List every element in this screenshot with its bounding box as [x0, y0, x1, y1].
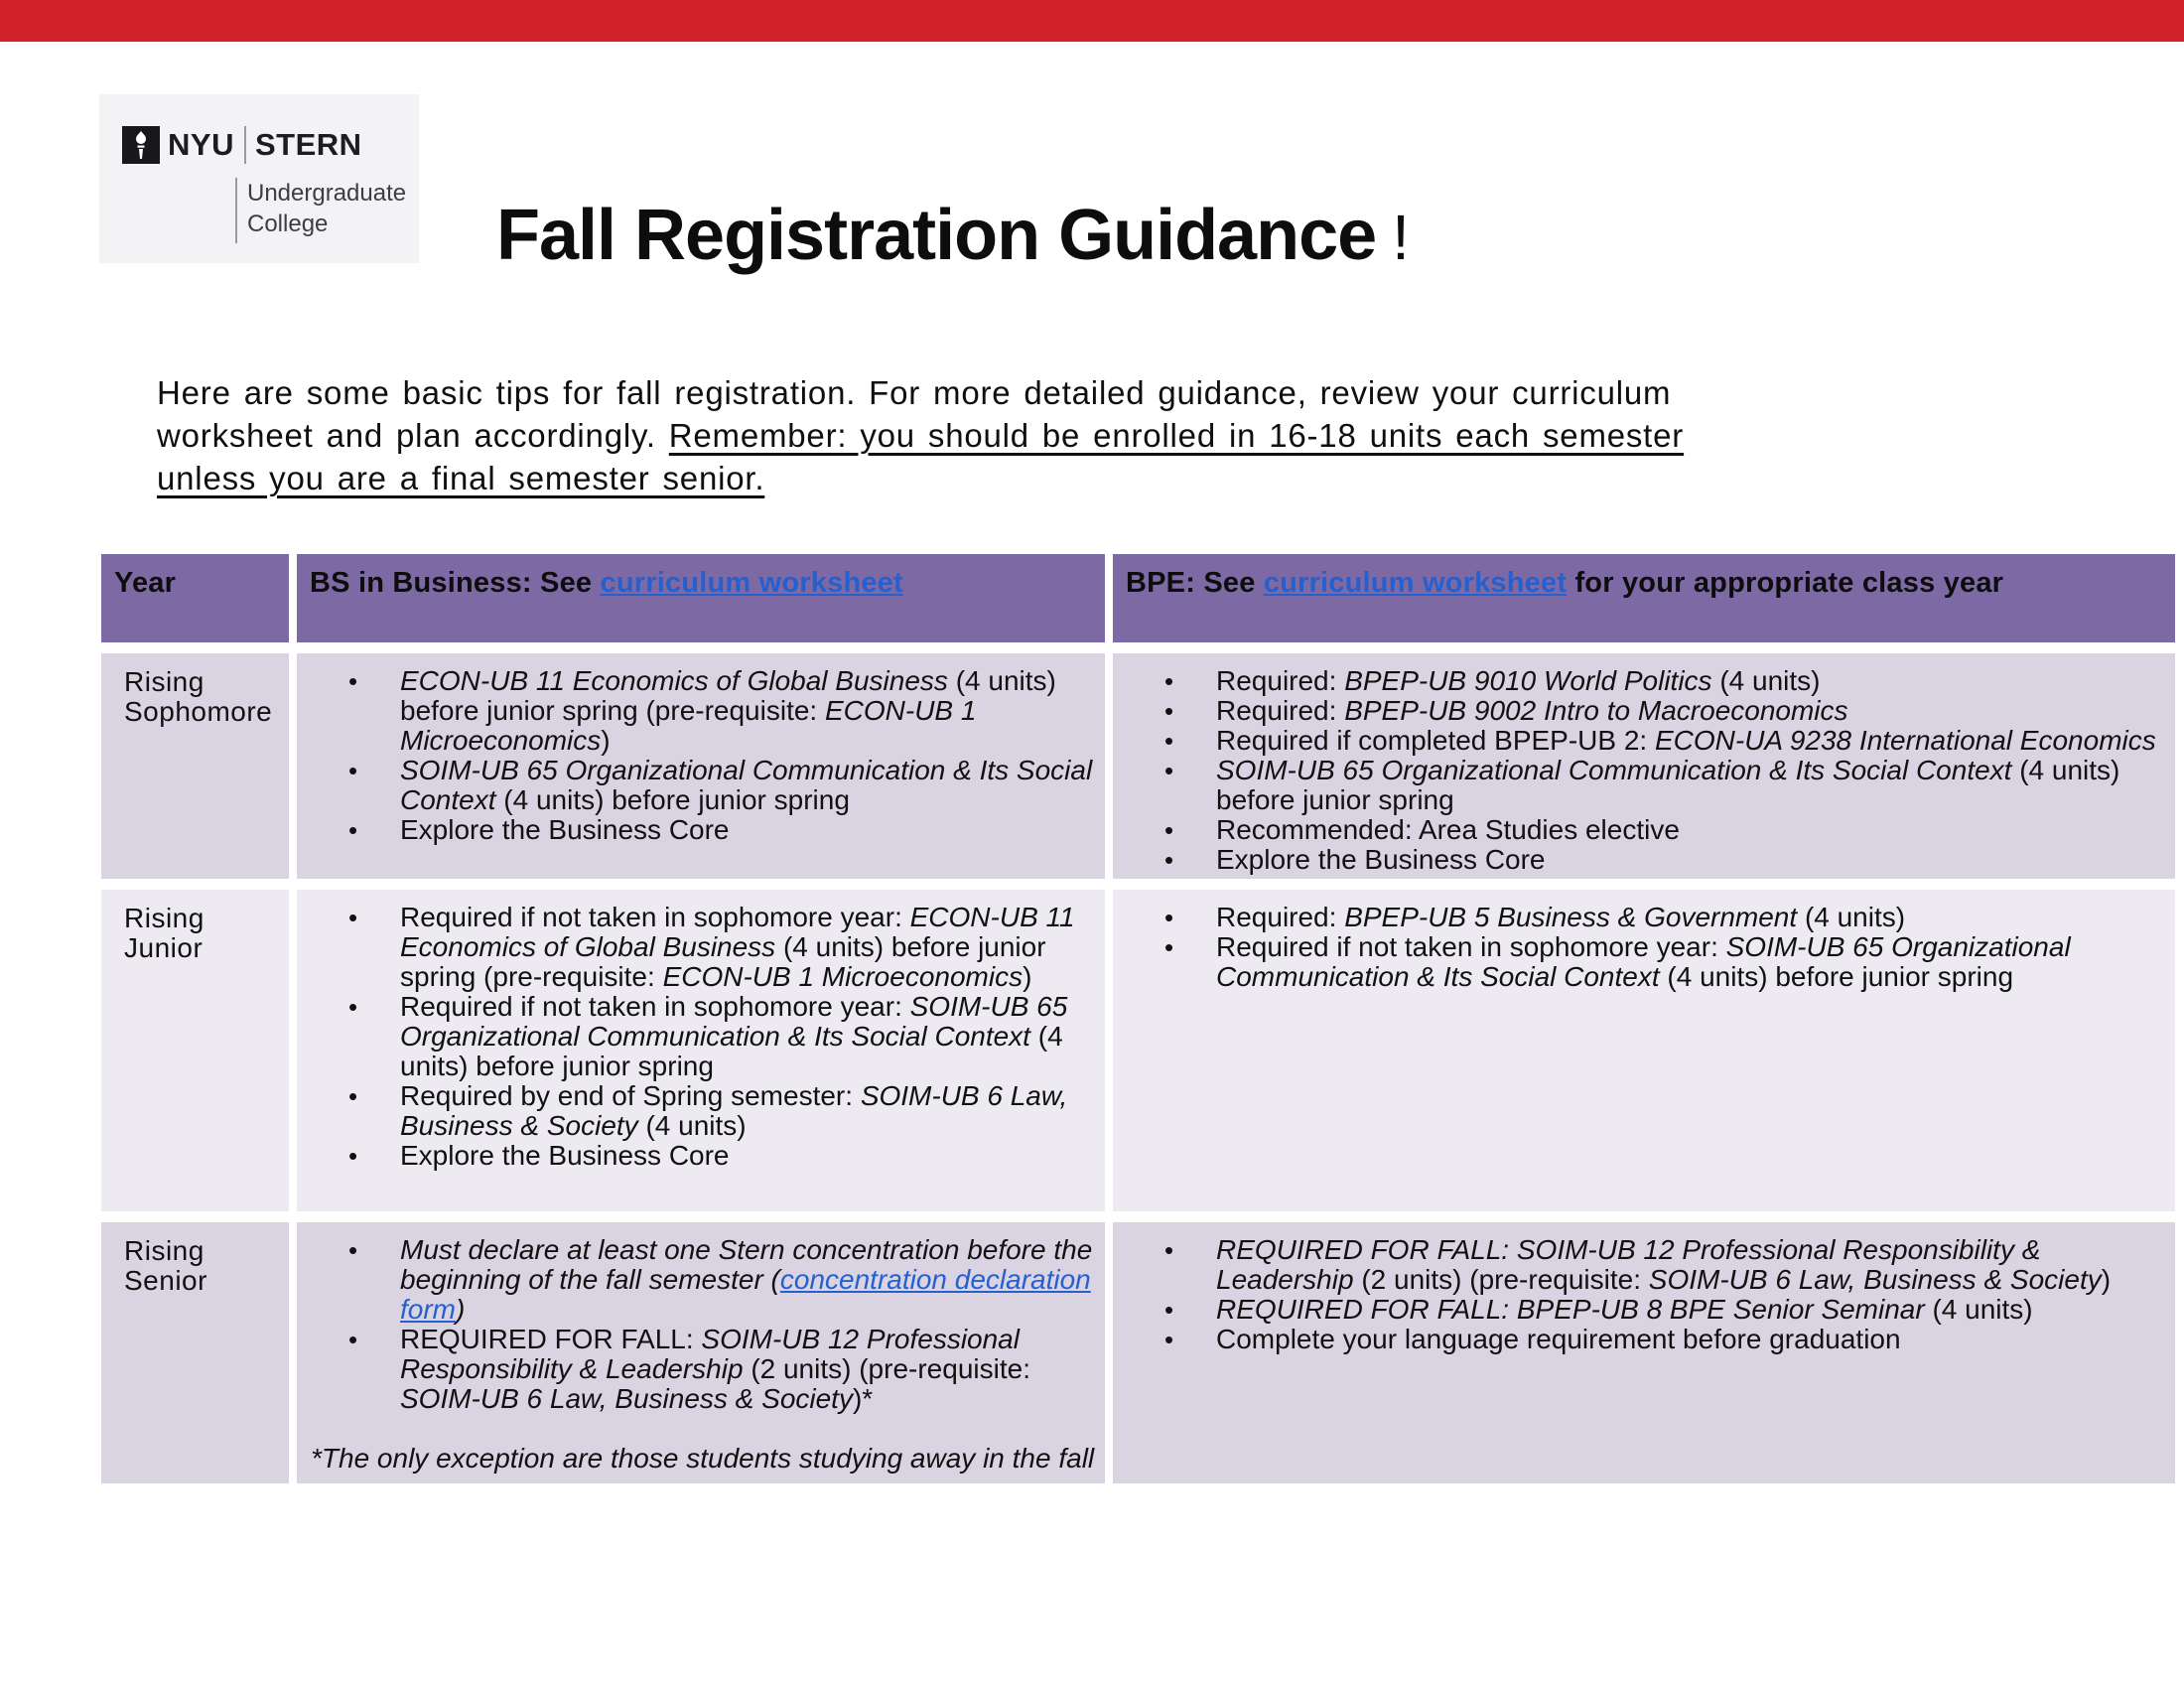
text-run: BPEP-UB 5 Business & Government: [1344, 902, 1805, 932]
text-run: REQUIRED FOR FALL: SOIM-UB 12 Professional Responsibility & Leadership: [1216, 1234, 2041, 1295]
bs-cell: [297, 653, 1105, 879]
text-run: (4 units): [1719, 665, 1821, 696]
text-run: (4 units) before junior spring: [400, 1021, 1063, 1081]
registration-table: [101, 554, 2175, 1483]
text-run: Explore the Business Core: [400, 814, 730, 845]
text-run: Recommended: Area Studies elective: [1216, 814, 1680, 845]
logo-college-line2: College: [247, 211, 329, 237]
list-item: [297, 992, 1099, 1081]
logo-nyu-text: NYU: [168, 127, 234, 162]
intro-paragraph: [157, 371, 1844, 499]
bullet-list: [1113, 666, 2169, 875]
bullet-list: [297, 1235, 1099, 1414]
text-run: worksheet and plan accordingly.: [157, 417, 669, 454]
logo-subtitle: [235, 178, 406, 243]
text-run: REQUIRED FOR FALL: BPEP-UB 8 BPE Senior Seminar: [1216, 1294, 1933, 1325]
list-item: [1113, 903, 2169, 932]
list-item: [297, 1081, 1099, 1141]
nyu-stern-logo: [99, 94, 419, 263]
text-run: ECON-UB 1 Microeconomics: [400, 695, 977, 756]
list-item: [1113, 666, 2169, 696]
text-run: (4 units): [645, 1110, 747, 1141]
text-run: Required by end of Spring semester:: [400, 1080, 861, 1111]
logo-college-text: [247, 178, 406, 243]
torch-icon: [128, 130, 154, 160]
list-item: [1113, 1235, 2169, 1295]
text-run: REQUIRED FOR FALL:: [400, 1324, 702, 1354]
list-item: [297, 1235, 1099, 1325]
text-run: *The only exception are those students studying away in the fall: [311, 1443, 1095, 1474]
list-item: [1113, 1295, 2169, 1325]
text-run: Required:: [1216, 695, 1345, 726]
list-item: [1113, 815, 2169, 845]
text-run: Required if not taken in sophomore year:: [1216, 931, 1726, 962]
text-run: Required if not taken in sophomore year:: [400, 991, 910, 1022]
text-run: SOIM-UB 65 Organizational Communication & Its Social Context: [400, 991, 1068, 1052]
curriculum-worksheet-link[interactable]: curriculum worksheet: [600, 567, 903, 599]
bullet-list: [1113, 1235, 2169, 1354]
footnote: [297, 1444, 1099, 1474]
text-run: (4 units): [1804, 902, 1906, 932]
bs-cell: [297, 1222, 1105, 1483]
text-run: ECON-UB 1 Microeconomics: [662, 961, 1024, 992]
logo-subtitle-divider: [235, 178, 237, 243]
text-run: BPEP-UB 9010 World Politics: [1344, 665, 1720, 696]
page-title-exclamation: !: [1392, 202, 1410, 273]
list-item: [297, 1141, 1099, 1171]
text-run: (4 units) before junior spring: [1216, 755, 2120, 815]
logo-divider: [244, 126, 246, 164]
list-item: [1113, 696, 2169, 726]
text-run: SOIM-UB 65 Organizational Communication & Its Social Context: [1216, 931, 2071, 992]
text-run: ): [601, 725, 611, 756]
text-run: ECON-UA 9238 International Economics: [1654, 725, 2156, 756]
text-run: Required:: [1216, 665, 1345, 696]
year-cell: Rising Junior: [101, 890, 289, 1211]
text-run: BS in Business: See: [310, 567, 601, 599]
text-run: SOIM-UB 65 Organizational Communication & Its Social Context: [1216, 755, 2020, 785]
list-item: [297, 815, 1099, 845]
bullet-list: [1113, 903, 2169, 992]
text-run: (4 units) before junior spring (pre-requisite:: [400, 665, 1056, 726]
text-run: Explore the Business Core: [400, 1140, 730, 1171]
bullet-list: [297, 666, 1099, 845]
text-run: Remember: you should be enrolled in 16-18 units each semester: [668, 417, 1685, 454]
text-run: )*: [852, 1383, 874, 1414]
nyu-torch-icon: [122, 126, 160, 164]
text-run: ECON-UB 11 Economics of Global Business: [400, 902, 1075, 962]
list-item: [1113, 756, 2169, 815]
list-item: [1113, 845, 2169, 875]
text-run: BPEP-UB 9002 Intro to Macroeconomics: [1344, 695, 1848, 726]
page-title: [496, 192, 1410, 281]
logo-college-line1: Undergraduate: [247, 180, 407, 207]
list-item: [1113, 1325, 2169, 1354]
list-item: [297, 1325, 1099, 1414]
bpe-cell: [1113, 890, 2175, 1211]
year-cell: Rising Senior: [101, 1222, 289, 1483]
text-run: Explore the Business Core: [1216, 844, 1546, 875]
text-run: (4 units) before junior spring: [1667, 961, 2014, 992]
top-red-bar: [0, 0, 2184, 42]
bullet-list: [297, 903, 1099, 1171]
text-run: Required if not taken in sophomore year:: [400, 902, 910, 932]
text-run: unless you are a final semester senior.: [157, 460, 765, 496]
text-run: Required if completed BPEP-UB 2:: [1216, 725, 1655, 756]
text-run: SOIM-UB 65 Organizational Communication & Its Social Context: [400, 755, 1093, 815]
text-run: ECON-UB 11 Economics of Global Business: [400, 665, 956, 696]
bpe-cell: [1113, 1222, 2175, 1483]
intro-line: [157, 371, 1844, 414]
curriculum-worksheet-link[interactable]: curriculum worksheet: [1263, 567, 1568, 599]
list-item: [297, 903, 1099, 992]
text-run: Required:: [1216, 902, 1345, 932]
text-run: SOIM-UB 6 Law, Business & Society: [1648, 1264, 2102, 1295]
text-run: (2 units) (pre-requisite:: [1361, 1264, 1649, 1295]
text-run: SOIM-UB 6 Law, Business & Society: [400, 1383, 853, 1414]
logo-stern-text: STERN: [254, 127, 362, 162]
text-run: Must declare at least one Stern concentration before the beginning of the fall semester (: [400, 1234, 1093, 1295]
intro-line: [157, 457, 1844, 499]
text-run: (4 units) before junior spring: [503, 784, 850, 815]
page-title-text: Fall Registration Guidance: [496, 196, 1377, 275]
header-cell-bpe: [1113, 554, 2175, 642]
bpe-cell: [1113, 653, 2175, 879]
bs-cell: [297, 890, 1105, 1211]
text-run: for your appropriate class year: [1567, 567, 2004, 599]
list-item: [297, 756, 1099, 815]
list-item: [1113, 726, 2169, 756]
text-run: SOIM-UB 6 Law, Business & Society: [400, 1080, 1068, 1141]
text-run: ): [1023, 961, 1032, 992]
text-run: SOIM-UB 12 Professional Responsibility & Leadership: [400, 1324, 1020, 1384]
text-run: ): [2101, 1264, 2112, 1295]
list-item: [1113, 932, 2169, 992]
logo-top-row: [122, 125, 362, 165]
text-run: ): [456, 1294, 466, 1325]
text-run: (2 units) (pre-requisite:: [751, 1353, 1030, 1384]
text-run: Here are some basic tips for fall registration. For more detailed guidance, review your curriculum: [157, 374, 1672, 411]
concentration-declaration-form-link[interactable]: concentration declaration form: [400, 1264, 1091, 1325]
list-item: [297, 666, 1099, 756]
text-run: (4 units): [1932, 1294, 2033, 1325]
text-run: BPE: See: [1126, 567, 1264, 599]
text-run: Complete your language requirement before graduation: [1216, 1324, 1901, 1354]
intro-line: [157, 414, 1844, 457]
header-cell-bs: [297, 554, 1105, 642]
text-run: (4 units) before junior spring (pre-requisite:: [400, 931, 1046, 992]
header-cell-year: Year: [101, 554, 289, 642]
year-cell: Rising Sophomore: [101, 653, 289, 879]
